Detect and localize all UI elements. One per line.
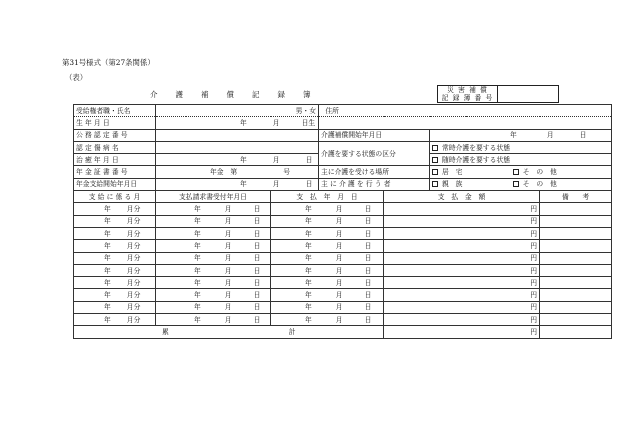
receipt-date-field[interactable]: 年 月 日 <box>156 301 271 313</box>
remarks-field[interactable] <box>540 264 612 276</box>
payment-month-field[interactable]: 年 月分 <box>74 277 156 289</box>
birth-row <box>74 117 612 129</box>
place-opt-other[interactable]: そ の 他 <box>522 168 557 177</box>
payment-amount-field[interactable]: 円 <box>384 264 540 276</box>
recipient-row <box>74 105 612 117</box>
checkbox-icon[interactable] <box>432 145 438 151</box>
caregiver-label: 主 に 介 護 を 行 う 者 <box>319 178 430 190</box>
remarks-field[interactable] <box>540 215 612 227</box>
payment-month-field[interactable]: 年 月分 <box>74 215 156 227</box>
receipt-date-field[interactable]: 年 月 日 <box>156 203 271 215</box>
payment-month-field[interactable]: 年 月分 <box>74 227 156 239</box>
address-field-line2[interactable] <box>319 117 612 129</box>
place-label: 主に介護を受ける場所 <box>319 166 430 178</box>
birth-label: 生 年 月 日 <box>74 117 156 129</box>
title-char: 録 <box>277 90 286 99</box>
payment-amount-field[interactable]: 円 <box>384 289 540 301</box>
receipt-date-field[interactable]: 年 月 日 <box>156 264 271 276</box>
birth-date-field[interactable]: 年 月 日生 <box>156 117 319 129</box>
remarks-field[interactable] <box>540 203 612 215</box>
payment-date-field[interactable]: 年 月 日 <box>271 215 384 227</box>
total-amount-field[interactable]: 円 <box>384 326 540 338</box>
payment-month-field[interactable]: 年 月分 <box>74 289 156 301</box>
receipt-date-field[interactable]: 年 月 日 <box>156 314 271 326</box>
cure-date-label: 治 癒 年 月 日 <box>74 154 156 166</box>
care-start-field[interactable]: 年 月 日 <box>430 129 612 141</box>
remarks-field[interactable] <box>540 289 612 301</box>
payment-date-field[interactable]: 年 月 日 <box>271 252 384 264</box>
recipient-label: 受給権者職・氏名 <box>74 105 156 117</box>
payment-amount-field[interactable]: 円 <box>384 277 540 289</box>
caregiver-options <box>430 178 612 190</box>
checkbox-icon[interactable] <box>432 157 438 163</box>
address-label: 住所 <box>325 106 339 115</box>
form-side-label: （表） <box>65 73 88 82</box>
col-header-amount: 支 払 金 額 <box>384 191 540 203</box>
payment-row <box>74 227 612 239</box>
care-opt-occasional[interactable]: 随時介護を要する状態 <box>430 154 612 166</box>
payment-amount-field[interactable]: 円 <box>384 240 540 252</box>
total-remarks-field[interactable] <box>540 326 612 338</box>
title-char: 記 <box>252 90 261 99</box>
payment-row <box>74 215 612 227</box>
payment-amount-field[interactable]: 円 <box>384 203 540 215</box>
injury-name-field[interactable] <box>156 141 319 153</box>
receipt-date-field[interactable]: 年 月 日 <box>156 240 271 252</box>
pension-no-field[interactable]: 年金 第 号 <box>156 166 319 178</box>
care-compensation-record-table <box>73 104 612 339</box>
payment-row <box>74 277 612 289</box>
payment-row <box>74 301 612 313</box>
receipt-date-field[interactable]: 年 月 日 <box>156 252 271 264</box>
remarks-field[interactable] <box>540 314 612 326</box>
payment-month-field[interactable]: 年 月分 <box>74 240 156 252</box>
total-row <box>74 326 612 338</box>
address-field[interactable] <box>319 105 612 117</box>
pension-start-field[interactable]: 年 月 日 <box>156 178 319 190</box>
payment-row <box>74 203 612 215</box>
form-number: 第31号様式（第27条関係） <box>62 58 155 67</box>
checkbox-icon[interactable] <box>513 181 519 187</box>
remarks-field[interactable] <box>540 301 612 313</box>
payment-month-field[interactable]: 年 月分 <box>74 301 156 313</box>
payment-date-field[interactable]: 年 月 日 <box>271 289 384 301</box>
title-char: 償 <box>226 90 235 99</box>
remarks-field[interactable] <box>540 240 612 252</box>
payment-row <box>74 264 612 276</box>
pension-start-label: 年金支給開始年月日 <box>74 178 156 190</box>
payment-amount-field[interactable]: 円 <box>384 215 540 227</box>
disaster-record-number-box <box>437 85 559 103</box>
payment-date-field[interactable]: 年 月 日 <box>271 227 384 239</box>
place-opt-home[interactable]: 居 宅 <box>442 168 463 177</box>
title-char: 護 <box>175 90 184 99</box>
pension-no-label: 年 金 証 書 番 号 <box>74 166 156 178</box>
payment-date-field[interactable]: 年 月 日 <box>271 301 384 313</box>
disaster-record-number-label: 災 害 補 償 記 録 簿 番 号 <box>438 86 498 102</box>
payment-date-field[interactable]: 年 月 日 <box>271 314 384 326</box>
col-header-receipt-date: 支払請求書受付年月日 <box>156 191 271 203</box>
remarks-field[interactable] <box>540 227 612 239</box>
cure-date-field[interactable]: 年 月 日 <box>156 154 319 166</box>
payment-date-field[interactable]: 年 月 日 <box>271 203 384 215</box>
checkbox-icon[interactable] <box>432 169 438 175</box>
care-state-label: 介護を要する状態の区分 <box>319 141 430 166</box>
receipt-date-field[interactable]: 年 月 日 <box>156 227 271 239</box>
injury-name-label: 認 定 傷 病 名 <box>74 141 156 153</box>
payment-header-row <box>74 191 612 203</box>
care-start-label: 介護補償開始年月日 <box>319 129 430 141</box>
place-options <box>430 166 612 178</box>
payment-row <box>74 240 612 252</box>
caregiver-opt-relative[interactable]: 親 族 <box>442 180 463 189</box>
page-title <box>150 89 329 100</box>
remarks-field[interactable] <box>540 252 612 264</box>
payment-month-field[interactable]: 年 月分 <box>74 264 156 276</box>
col-header-remarks: 備 考 <box>540 191 612 203</box>
payment-date-field[interactable]: 年 月 日 <box>271 277 384 289</box>
title-char: 介 <box>150 90 159 99</box>
payment-amount-field[interactable]: 円 <box>384 227 540 239</box>
cert-no-field[interactable] <box>156 129 319 141</box>
payment-row <box>74 252 612 264</box>
payment-row <box>74 289 612 301</box>
injury-row <box>74 141 612 153</box>
certification-row <box>74 129 612 141</box>
care-opt-constant[interactable]: 常時介護を要する状態 <box>430 141 612 153</box>
pension-row <box>74 166 612 178</box>
receipt-date-field[interactable]: 年 月 日 <box>156 215 271 227</box>
pension-start-row <box>74 178 612 190</box>
payment-month-field[interactable]: 年 月分 <box>74 252 156 264</box>
remarks-field[interactable] <box>540 277 612 289</box>
checkbox-icon[interactable] <box>432 181 438 187</box>
caregiver-opt-other[interactable]: そ の 他 <box>522 180 557 189</box>
cert-no-label: 公 務 認 定 番 号 <box>74 129 156 141</box>
payment-date-field[interactable]: 年 月 日 <box>271 240 384 252</box>
payment-date-field[interactable]: 年 月 日 <box>271 264 384 276</box>
payment-amount-field[interactable]: 円 <box>384 314 540 326</box>
title-char: 簿 <box>303 90 312 99</box>
receipt-date-field[interactable]: 年 月 日 <box>156 289 271 301</box>
payment-amount-field[interactable]: 円 <box>384 252 540 264</box>
title-char: 補 <box>201 90 210 99</box>
receipt-date-field[interactable]: 年 月 日 <box>156 277 271 289</box>
checkbox-icon[interactable] <box>513 169 519 175</box>
recipient-name-field[interactable] <box>156 105 319 117</box>
col-header-payment-date: 支 払 年 月 日 <box>271 191 384 203</box>
payment-row <box>74 314 612 326</box>
total-label: 累 計 <box>74 326 384 338</box>
gender-option[interactable]: 男・女 <box>295 106 317 115</box>
payment-month-field[interactable]: 年 月分 <box>74 314 156 326</box>
payment-month-field[interactable]: 年 月分 <box>74 203 156 215</box>
col-header-month: 支 給 に 係 る 月 <box>74 191 156 203</box>
payment-amount-field[interactable]: 円 <box>384 301 540 313</box>
disaster-record-number-field[interactable] <box>498 86 558 102</box>
